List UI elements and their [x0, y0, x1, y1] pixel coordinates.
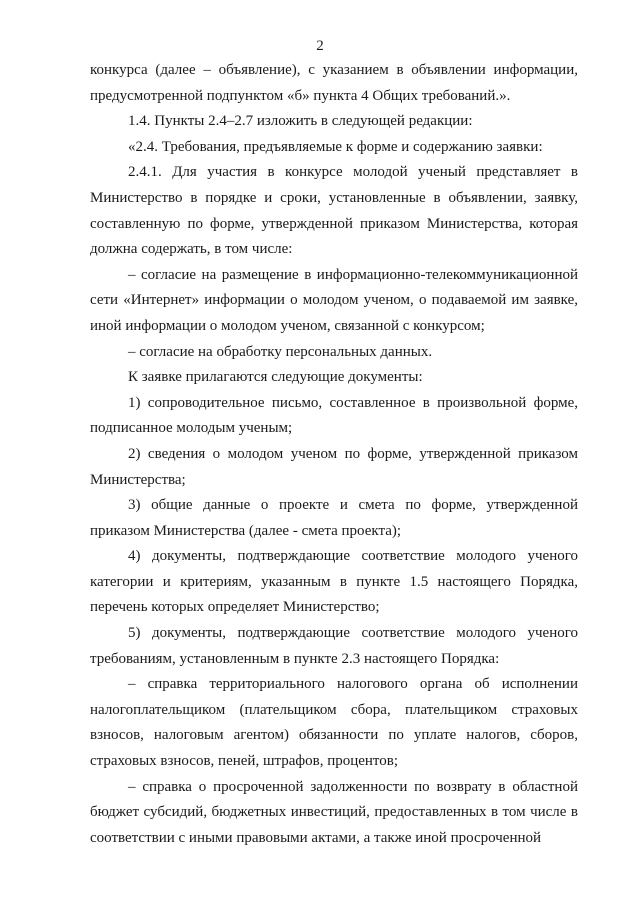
paragraph: – справка о просроченной задолженности по возврату в областной бюджет субсидий, бюджетных инвестиций, предоставленных в том числе в соответствии с иными правовыми актами, а также иной просроченной [90, 778, 578, 846]
paragraph: 3) общие данные о проекте и смета по форме, утвержденной приказом Министерства (далее - смета проекта); [90, 497, 578, 539]
paragraph: К заявке прилагаются следующие документы: [128, 369, 423, 386]
document-body [90, 58, 578, 851]
paragraph: 1.4. Пункты 2.4–2.7 изложить в следующей редакции: [128, 113, 473, 130]
paragraph: «2.4. Требования, предъявляемые к форме и содержанию заявки: [128, 138, 543, 155]
paragraph: 2.4.1. Для участия в конкурсе молодой ученый представляет в Министерство в порядке и сроки, установленные в объявлении, заявку, составленную по форме, утвержденной приказом Министерства, которая должна содержать, в том числе: [90, 164, 578, 258]
paragraph: 4) документы, подтверждающие соответствие молодого ученого категории и критериям, указанным в пункте 1.5 настоящего Порядка, перечень которых определяет Министерство; [90, 548, 578, 616]
paragraph: 5) документы, подтверждающие соответствие молодого ученого требованиям, установленным в пункте 2.3 настоящего Порядка: [90, 625, 578, 667]
paragraph: – согласие на размещение в информационно-телекоммуникационной сети «Интернет» информации о молодом ученом, о подаваемой им заявке, иной информации о молодом ученом, связанной с конкурсом; [90, 266, 578, 334]
paragraph: 2) сведения о молодом ученом по форме, утвержденной приказом Министерства; [90, 445, 578, 488]
page-number: 2 [316, 38, 324, 54]
paragraph: конкурса (далее – объявление), с указанием в объявлении информации, предусмотренной подпунктом «б» пункта 4 Общих требований.». [90, 62, 578, 104]
paragraph: – согласие на обработку персональных данных. [128, 343, 433, 360]
paragraph: 1) сопроводительное письмо, составленное в произвольной форме, подписанное молодым ученым; [90, 394, 578, 437]
paragraph: – справка территориального налогового органа об исполнении налогоплательщиком (плательщиком сбора, плательщиком страховых взносов, налоговым агентом) обязанности по уплате налогов, сборов, страховых взносов, пеней, штрафов, процентов; [90, 676, 578, 770]
